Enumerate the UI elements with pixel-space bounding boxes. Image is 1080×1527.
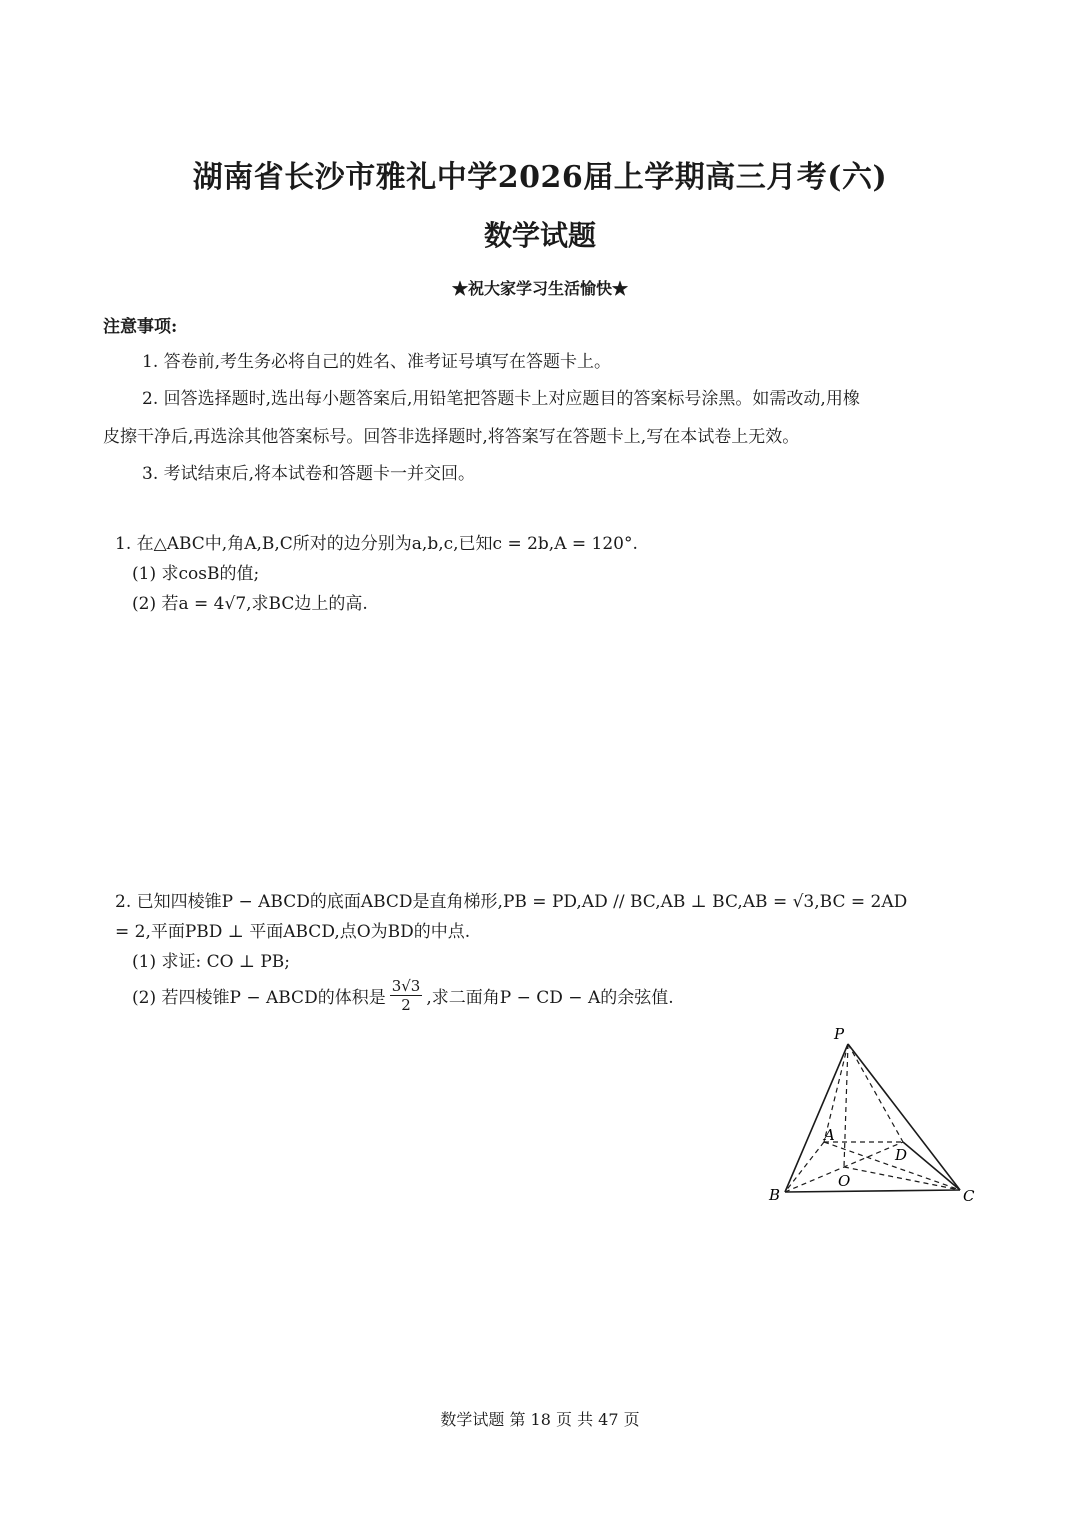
label-C: C — [963, 1187, 975, 1205]
question-2-part-2-pre: (2) 若四棱锥P − ABCD的体积是 — [132, 988, 386, 1008]
page-title: 湖南省长沙市雅礼中学2026届上学期高三月考(六) — [192, 160, 888, 195]
segment-OC — [844, 1167, 960, 1190]
page-subtitle: 数学试题 — [483, 219, 596, 252]
volume-fraction — [390, 977, 423, 1014]
edge-BC — [785, 1190, 960, 1192]
question-2-part-2-post: ,求二面角P − CD − A的余弦值. — [426, 988, 674, 1008]
edge-PD — [848, 1044, 903, 1142]
notice-item-1: 1. 答卷前,考生务必将自己的姓名、准考证号填写在答题卡上。 — [142, 352, 612, 372]
label-B: B — [769, 1186, 781, 1204]
question-2-part-2 — [132, 977, 674, 1014]
fraction-numerator: 3√3 — [391, 977, 421, 995]
label-D: D — [895, 1146, 908, 1164]
label-O: O — [838, 1172, 851, 1190]
edge-PC — [848, 1044, 960, 1190]
label-P: P — [834, 1025, 845, 1043]
question-1-part-2: (2) 若a = 4√7,求BC边上的高. — [132, 594, 368, 614]
fraction-denominator: 2 — [401, 996, 411, 1014]
edge-DC — [903, 1142, 960, 1190]
motto: ★祝大家学习生活愉快★ — [451, 279, 628, 298]
question-1-part-1: (1) 求cosB的值; — [132, 564, 260, 584]
label-A: A — [824, 1126, 835, 1144]
question-2-part-1: (1) 求证: CO ⊥ PB; — [132, 952, 291, 972]
pyramid-figure — [760, 1020, 990, 1210]
page-footer: 数学试题 第 18 页 共 47 页 — [440, 1410, 640, 1429]
question-2-stem: 2. 已知四棱锥P − ABCD的底面ABCD是直角梯形,PB = PD,AD // BC,AB ⊥ BC,AB = √3,BC = 2AD — [115, 892, 908, 912]
notice-item-2-cont: 皮擦干净后,再选涂其他答案标号。回答非选择题时,将答案写在答题卡上,写在本试卷上无效。 — [103, 427, 800, 447]
notice-item-2: 2. 回答选择题时,选出每小题答案后,用铅笔把答题卡上对应题目的答案标号涂黑。如需改动,用橡 — [142, 389, 860, 409]
notice-item-3: 3. 考试结束后,将本试卷和答题卡一并交回。 — [142, 464, 476, 484]
question-1-stem: 1. 在△ABC中,角A,B,C所对的边分别为a,b,c,已知c = 2b,A = 120°. — [115, 534, 638, 554]
edge-AB — [785, 1142, 824, 1192]
question-2-stem-cont: = 2,平面PBD ⊥ 平面ABCD,点O为BD的中点. — [115, 922, 471, 942]
segment-PO — [844, 1044, 848, 1167]
notice-heading: 注意事项: — [103, 317, 178, 337]
